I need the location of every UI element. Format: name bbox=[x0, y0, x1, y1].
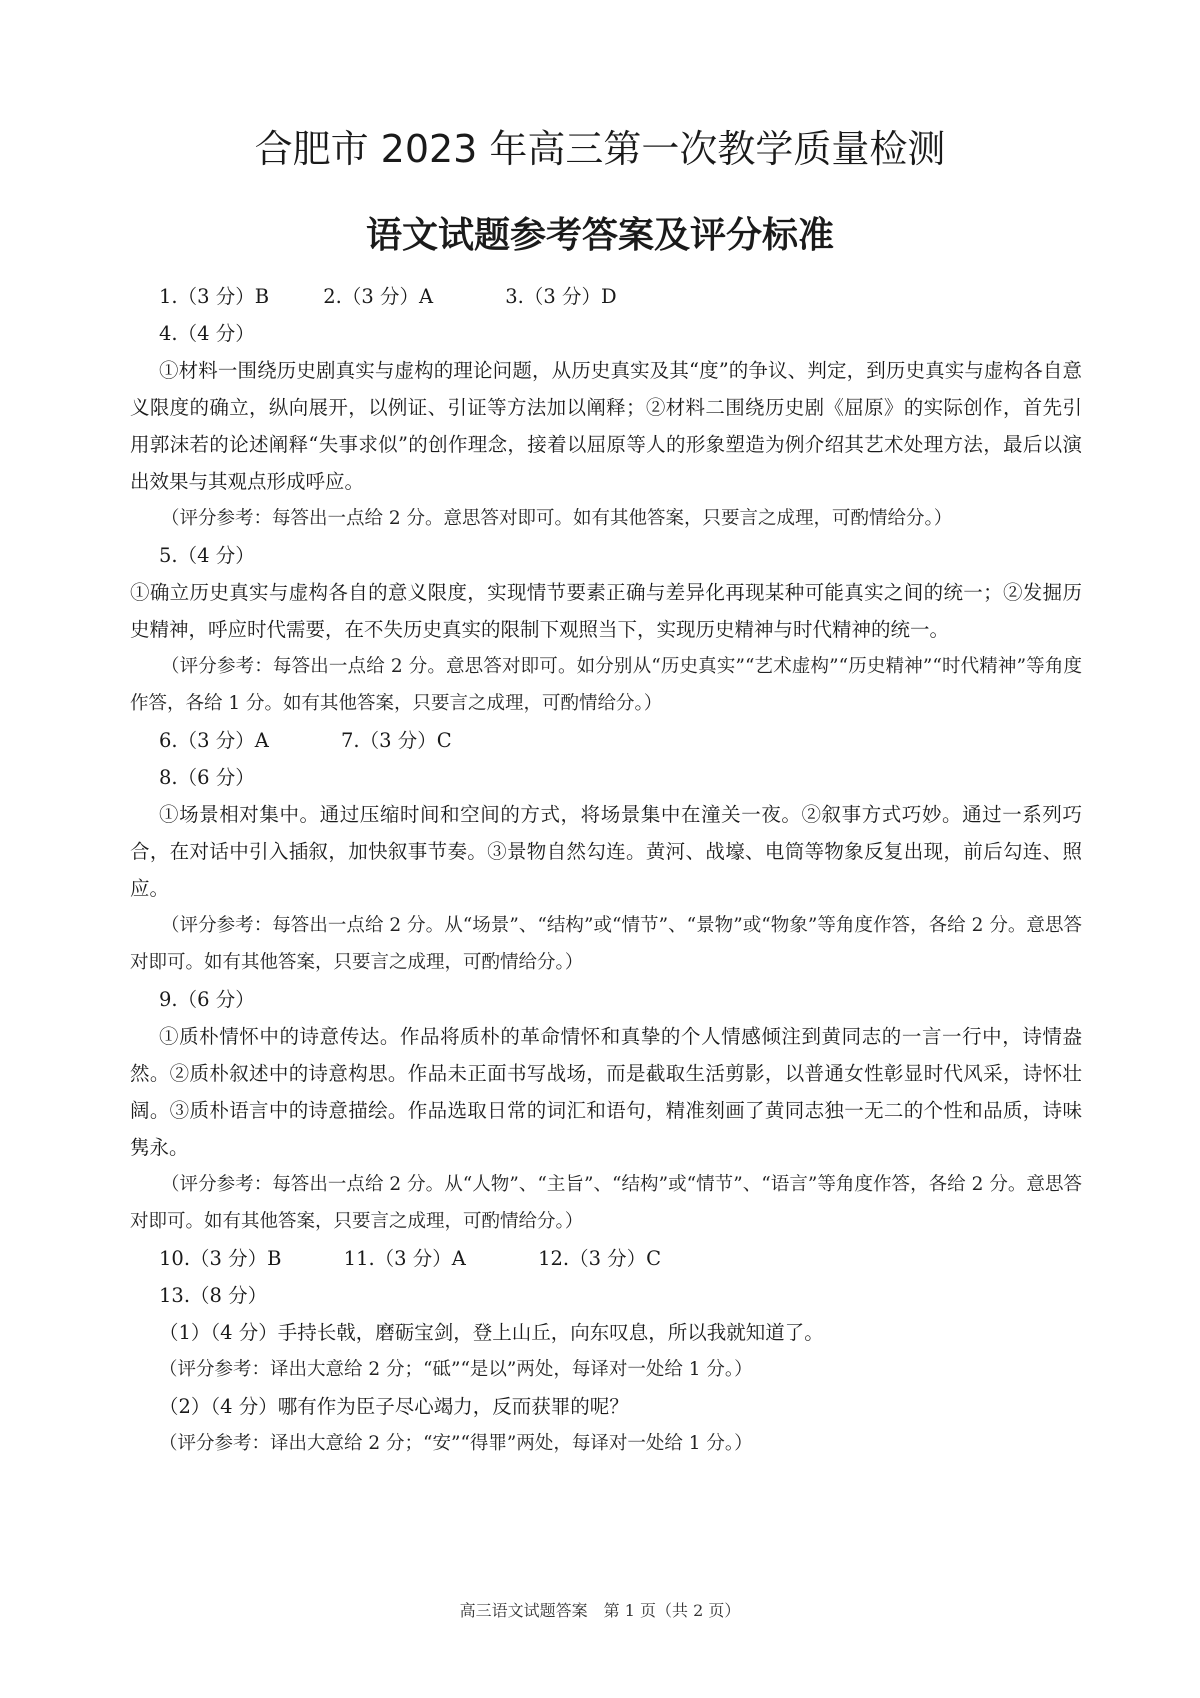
answer-item: 1.（3 分）B bbox=[159, 285, 270, 308]
answer-item: 2.（3 分）A bbox=[323, 285, 434, 308]
answer-item: 11.（3 分）A bbox=[343, 1247, 466, 1270]
answer-text: ①场景相对集中。通过压缩时间和空间的方式，将场景集中在潼关一夜。②叙事方式巧妙。通过一系列巧合，在对话中引入插叙，加快叙事节奏。③景物自然勾连。黄河、战壕、电筒等物象反复出现，前后勾连、照应。 bbox=[130, 803, 1082, 900]
answer-item: 12.（3 分）C bbox=[538, 1247, 662, 1270]
answer-body bbox=[130, 278, 1082, 1462]
scoring-note: （评分参考：每答出一点给 2 分。意思答对即可。如有其他答案，只要言之成理，可酌情给分。） bbox=[161, 508, 953, 529]
answer-text: （1）（4 分）手持长戟，磨砺宝剑，登上山丘，向东叹息，所以我就知道了。 bbox=[159, 1321, 824, 1344]
scoring-note: （评分参考：译出大意给 2 分；“砥”“是以”两处，每译对一处给 1 分。） bbox=[159, 1359, 753, 1380]
scoring-note: （评分参考：每答出一点给 2 分。意思答对即可。如分别从“历史真实”“艺术虚构”“历史精神”“时代精神”等角度作答，各给 1 分。如有其他答案，只要言之成理，可酌情给分。） bbox=[130, 656, 1082, 714]
question-label: 9.（6 分） bbox=[159, 988, 255, 1011]
page-footer: 高三语文试题答案 第 1 页（共 2 页） bbox=[459, 1601, 741, 1620]
scoring-note: （评分参考：每答出一点给 2 分。从“场景”、“结构”或“情节”、“景物”或“物象”等角度作答，各给 2 分。意思答对即可。如有其他答案，只要言之成理，可酌情给分。） bbox=[130, 915, 1082, 973]
question-label: 5.（4 分） bbox=[159, 544, 255, 567]
scoring-note: （评分参考：译出大意给 2 分；“安”“得罪”两处，每译对一处给 1 分。） bbox=[159, 1433, 753, 1454]
answer-item: 6.（3 分）A bbox=[159, 729, 269, 752]
answer-item: 7.（3 分）C bbox=[341, 729, 452, 752]
answer-item: 3.（3 分）D bbox=[505, 285, 617, 308]
answer-row-1 bbox=[130, 278, 1082, 315]
answer-item: 10.（3 分）B bbox=[159, 1247, 282, 1270]
document-title: 合肥市 2023 年高三第一次教学质量检测 bbox=[254, 127, 946, 171]
question-label: 13.（8 分） bbox=[159, 1284, 268, 1307]
answer-text: （2）（4 分）哪有作为臣子尽心竭力，反而获罪的呢？ bbox=[159, 1395, 629, 1418]
answer-text: ①确立历史真实与虚构各自的意义限度，实现情节要素正确与差异化再现某种可能真实之间的统一；②发掘历史精神，呼应时代需要，在不失历史真实的限制下观照当下，实现历史精神与时代精神的统一。 bbox=[130, 581, 1082, 641]
answer-text: ①材料一围绕历史剧真实与虚构的理论问题，从历史真实及其“度”的争议、判定，到历史真实与虚构各自意义限度的确立，纵向展开，以例证、引证等方法加以阐释；②材料二围绕历史剧《屈原》的实际创作，首先引用郭沫若的论述阐释“失事求似”的创作理念，接着以屈原等人的形象塑造为例介绍其艺术处理方法，最后以演出效果与其观点形成呼应。 bbox=[130, 359, 1082, 493]
document-subtitle: 语文试题参考答案及评分标准 bbox=[365, 214, 834, 256]
scoring-note: （评分参考：每答出一点给 2 分。从“人物”、“主旨”、“结构”或“情节”、“语言”等角度作答，各给 2 分。意思答对即可。如有其他答案，只要言之成理，可酌情给分。） bbox=[130, 1174, 1082, 1232]
question-label: 4.（4 分） bbox=[159, 322, 255, 345]
question-label: 8.（6 分） bbox=[159, 766, 255, 789]
answer-text: ①质朴情怀中的诗意传达。作品将质朴的革命情怀和真挚的个人情感倾注到黄同志的一言一行中，诗情盎然。②质朴叙述中的诗意构思。作品未正面书写战场，而是截取生活剪影，以普通女性彰显时代风采，诗怀壮阔。③质朴语言中的诗意描绘。作品选取日常的词汇和语句，精准刻画了黄同志独一无二的个性和品质，诗味隽永。 bbox=[130, 1025, 1082, 1159]
answer-row-2 bbox=[130, 722, 1082, 759]
answer-row-3 bbox=[130, 1240, 1082, 1277]
